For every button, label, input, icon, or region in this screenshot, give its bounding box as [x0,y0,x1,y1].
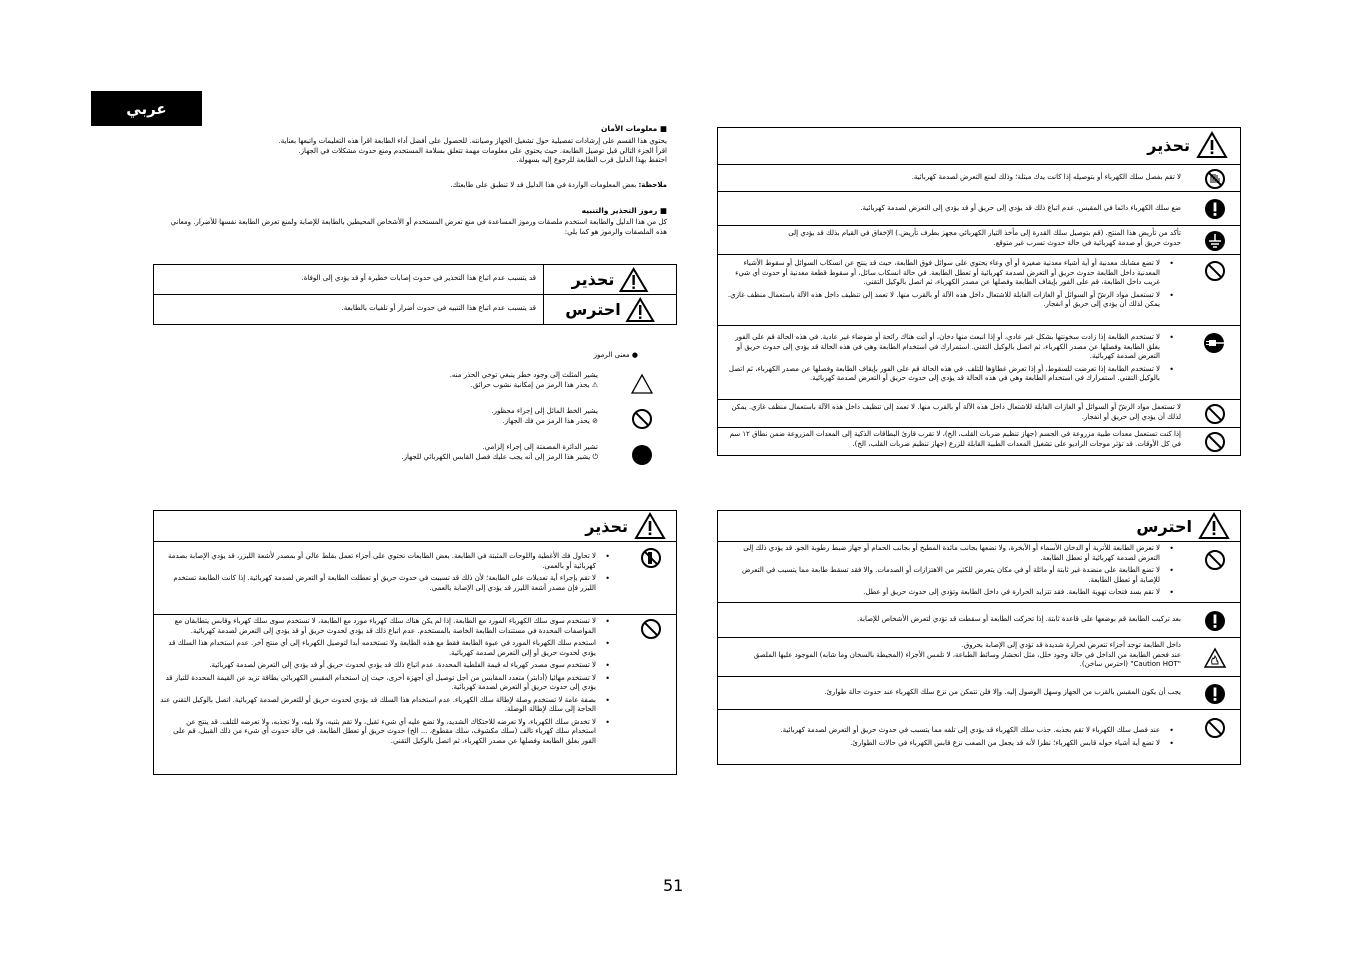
legend-caution-label: احترس [544,295,676,324]
warning-item: • لا تخدش سلك الكهرباء، ولا تعرضه للاحتكاك الشديد، ولا تضع عليه أي شيء ثقيل، ولا تقم بثنيه، ولا بليه، ولا تجذبه، ولا تعرضه للتلف. قد ينتج عن استخدام سلك كهرباء تالف (سلك مكشوف، سلك مقطوع، ... الخ) حدوث حريق أو تعطل الطابعة. في حالة حدوث أي شيء من ذلك القبيل، قم على الفور بغلق الطابعة وفصلها عن مصدر الكهرباء، ثم اتصل بالوكيل التقني. [160,718,596,747]
warning-top-table [717,127,1241,456]
prohibited-icon [1204,717,1226,739]
prohibited-icon [1204,260,1226,282]
warning-item: • لا تستخدم الطابعة إذا تعرضت للسقوط، أو إذا تعرض غطاؤها للتلف. في هذه الحالة قم على الفور بإيقاف الطابعة وفصلها عن مصدر الكهرباء، ثم اتصل بالوكيل التقني. استمرارك في استخدام الطابعة وهي في هذه الحالة قد يؤدي إلى حدوث حريق أو التعرض لصدمة كهربائية. [724,365,1160,384]
legend-warning-text: قد يتسبب عدم اتباع هذا التحذير في حدوث إصابات خطيرة أو قد يؤدي إلى الوفاة. [301,274,536,282]
no-wet-hands-icon [1204,168,1226,190]
warning-top-row-3: تأكد من تأريض هذا المنتج. (قم بتوصيل سلك القدرة إلى مأخذ التيار الكهربائي مجهز بطرف تأريض.) الإخفاق في القيام بذلك قد يؤدي إلى حدوث حريق أو صدمة كهربائية في حالة حدوث تسرب غير متوقع. [718,225,1240,255]
caution-item: • لا تعرض الطابعة للأتربة أو الدخان الأسماء أو الأبخرة، ولا تضعها بجانب مائدة المطبخ أو بجانب الحمام أو جهاز ضبط رطوبة الجو. قد يؤدي ذلك إلى التعرض لصدمة كهربائية أو تعطل الطابعة. [724,544,1160,563]
warning-top-row-4 [718,254,1240,326]
ground-icon [1204,230,1226,252]
warning-item: • لا تستعمل مواد الرشّ أو السوائل أو الغازات القابلة للاشتعال داخل هذه الآلة أو بالقرب منها. لا تعمد إلى تنظيف داخل هذه الآلة باستعمال منظف غازي. يمكن لذلك أن يؤدي إلى حريق أو انفجار. [724,291,1160,310]
warning-item: • لا تستخدم سوى سلك الكهرباء المورد مع الطابعة. إذا لم يكن هناك سلك كهرباء مورد مع الطابعة، لا تستخدم سوى سلك كهرباء وقابس يتطابقان مع المواصفات المحددة في مستندات الطابعة الخاصة بالمستخدم. عدم اتباع ذلك قد يؤدي لحدوث حريق أو قد يؤدي إلى التعرض لصدمة كهربائية. [160,617,596,636]
warning-item: • لا تحاول فك الأغطية واللوحات المثبتة في الطابعة. بعض الطابعات تحتوي على أجزاء تعمل بفلط عالي أو بمصدر لأشعة الليزر، قد يؤدي الإصابة بصدمة كهربائية أو بالعمى. [160,552,596,571]
warning-bottom-row-1 [154,541,676,615]
caution-bottom-row-1 [718,541,1240,603]
warning-triangle-icon [634,512,666,540]
prohibited-icon [1204,431,1226,453]
warning-bottom-row-2 [154,614,676,774]
caution-triangle-icon [1198,512,1230,540]
warning-top-row-5 [718,325,1240,400]
symbols-line: هذه الملصقات والرموز هو كما يلي: [564,227,667,236]
unplug-small-icon: ⏻ [592,452,598,461]
caution-bottom-row-3: داخل الطابعة توجد أجزاء تتعرض لحرارة شديدة قد تؤدي إلى الإصابة بحروق. عند فحص الطابعة من الداخل في حالة وجود خلل، مثل انحشار وسائط الطباعة، لا تلمس الأجزاء (المحيطة بالسخان وما شابه) الموجود عليها الملصق "Caution HOT" (احترس ساخن). [718,637,1240,677]
caution-bottom-row-4: يجب أن يكون المقبس بالقرب من الجهاز وسهل الوصول إليه. وإلا فلن تتمكن من نزع سلك الكهرباء عند حدوث حالة طوارئ. [718,676,1240,710]
warning-item: • لا تستخدم مهائيا (أدابتر) متعدد المقابس من أجل توصيل أي أجهزة أخرى، حيث إن استخدام المقبس الكهربائي بطاقة تزيد عن القيمة المحددة للتيار قد يؤدي إلى حدوث حريق أو التعرض لصدمة كهربائية. [160,674,596,693]
symbol-meaning-title: ● معنى الرموز [593,351,638,359]
caution-triangle-icon [625,297,655,323]
warning-item: • لا تستخدم سوى مصدر كهرباء له قيمة الفلطية المحددة. عدم اتباع ذلك قد يؤدي لحدوث حريق أو قد يؤدي إلى التعرض لصدمة كهربائية. [160,661,596,671]
warning-top-row-1: لا تقم بفصل سلك الكهرباء أو بتوصيله إذا كانت يدك مبتلة؛ وذلك لمنع التعرض لصدمة كهربائية. [718,164,1240,192]
warning-item: • لا تضع مشابك معدنية أو أية أشياء معدنية صغيرة أو أي وعاء يحتوي على سوائل فوق الطابعة، حيث قد ينتج عن انسكاب السوائل أو سقوط الأشياء المعدنية داخل الطابعة حدوث حريق أو التعرض لصدمة كهربائية أو تعطل الطابعة. في حالة انسكاب سائل، أو سقوط قطعة معدنية أو حدوث أي شيء غريب داخل الطابعة، قم على الفور بإيقاف الطابعة وفصلها عن مصدر الكهرباء، ثم اتصل بالوكيل التقني. [724,259,1160,288]
warning-item: • لا تقم بإجراء أية تعديلات على الطابعة؛ لأن ذلك قد تسببت في حدوث حريق أو تعطلت الطابعة أو التعرض لصدمة كهربائية. إذا كانت الطابعة تستخدم الليزر فإن مصدر أشعة الليزر قد يؤدي إلى الإصابة بالعمى. [160,574,596,593]
warning-top-row-2: ضع سلك الكهرباء دائما في المقبس. عدم اتباع ذلك قد يؤدي إلى حريق أو قد يؤدي إلى التعرض لصدمة كهربائية. [718,191,1240,226]
caution-bottom-row-5 [718,709,1240,764]
legend-caution-text: قد يتسبب عدم اتباع هذا التنبيه في حدوث أضرار أو تلفيات بالطابعة. [341,304,536,312]
mandatory-symbol-icon [631,444,653,466]
intro-line: يحتوي هذا القسم على إرشادات تفصيلية حول تشغيل الجهاز وصيانته. للحصول على أفضل أداء الطابعة اقرأ هذه التعليمات واتبعها بعناية. [278,137,667,145]
language-tab: عربي [91,91,202,126]
triangle-symbol-icon [630,373,654,395]
caution-item: • لا تضع أية أشياء حوله قابس الكهرباء؛ نظرا لأنه قد يجعل من الصعب نزع قابس الكهرباء في حالات الطوارئ. [724,739,1160,749]
unplug-icon [1203,332,1227,354]
legend-warning-label: تحذير [544,265,676,294]
prohibited-symbol-icon [631,408,653,430]
fire-triangle-icon: ⚠ [591,380,598,389]
note [105,181,667,191]
intro-line: احتفظ بهذا الدليل قرب الطابعة للرجوع إليه بسهولة. [516,156,667,164]
warning-item: • استخدم سلك الكهرباء المورد في عبوة الطابعة فقط مع هذه الطابعة ولا تستخدمه أبدا لتوصيل الكهرباء إلى أي منتج آخر. عدم استخدام هذا السلك قد يؤدي لحدوث حريق أو إلى التعرض لصدمة كهربائية. [160,639,596,658]
prohibited-icon [1204,403,1226,425]
prohibited-icon [1204,549,1226,571]
warning-top-header: تحذير [718,128,1240,164]
warning-top-row-7: إذا كنت تستعمل معدات طبية مزروعة في الجسم (جهاز تنظيم ضربات القلب، الخ)، لا تقرب قارئ البطاقات الذكية إلى المعدات المزروعة ضمن نطاق ١٢ سم في كل الأوقات. قد تؤثر موجات الراديو على تشغيل المعدات الطبية القابلة للزرع (جهاز تنظيم ضربات القلب، الخ). [718,427,1240,455]
mandatory-icon [1204,610,1226,632]
warning-bottom-header: تحذير [154,511,676,541]
caution-bottom-row-2: بعد تركيب الطابعة قم بوضعها على قاعدة ثابتة. إذا تحركت الطابعة أو سقطت قد تؤدي لتعرض الأشخاص للإصابة. [718,602,1240,638]
page-number: 51 [663,876,684,895]
legend-table [153,264,677,325]
hot-icon [1203,647,1227,669]
caution-item: • لا تضع الطابعة على منضدة غير ثابتة أو مائلة أو في مكان يتعرض للكثير من الاهتزازات أو الصدمات. والا فقد تسقط طابعة مما يتسبب في التعرض للإصابة أو تعطل الطابعة. [724,566,1160,585]
symbols-title: ■ رموز التحذير والتنبيه [581,206,667,215]
no-disassemble-icon [640,547,662,569]
warning-item: • بصفة عامة لا تستخدم وصلة لإطالة سلك الكهرباء. عدم استخدام هذا السلك قد يؤدي لحدوث حريق أو للتعرض لصدمة كهربائية. اتصل بالوكيل التقني عند الحاجة إلى سلك لإطالة الوصلة. [160,696,596,715]
warning-top-row-6: لا تستعمل مواد الرشّ أو السوائل أو الغازات القابلة للاشتعال داخل هذه الآلة أو بالقرب منها. لا تعمد إلى تنظيف داخل هذه الآلة باستعمال منظف غازي. يمكن لذلك أن يؤدي إلى حريق أو انفجار. [718,399,1240,428]
mandatory-icon [1204,683,1226,705]
intro-line: اقرأ الجزء التالي قبل توصيل الطابعة. حيث يحتوي على معلومات مهمة تتعلق بسلامة المستخدم ومنع حدوث مشكلات في الجهاز. [298,146,667,155]
safety-info-title: ■ معلومات الأمان [601,124,667,133]
caution-item: • لا تقم بسد فتحات تهوية الطابعة. فقد تتزايد الحرارة في داخل الطابعة وتؤدي إلى حدوث حريق أو عطل. [724,588,1160,598]
prohibited-icon [640,618,662,640]
caution-bottom-table [717,510,1241,765]
warning-triangle-icon [1196,131,1228,159]
symbol-meaning-1: يشير المثلث إلى وجود خطر ينبغي توخي الحذر منه. ⚠ يحذر هذا الرمز من إمكانية نشوب حرائق. [449,371,598,389]
note-label: ملاحظة: [638,180,667,189]
mandatory-icon [1204,198,1226,220]
note-text: بعض المعلومات الواردة في هذا الدليل قد لا تنطبق على طابعتك. [450,180,637,189]
caution-item: • عند فصل سلك الكهرباء لا تقم بجذبه. جذب سلك الكهرباء قد يؤدي إلى تلفه مما يتسبب في حدوث حريق أو التعرض لصدمة كهربائية. [724,726,1160,736]
symbol-meaning-3: تشير الدائرة المصمتة إلى إجراء إلزامي. ⏻ يشير هذا الرمز إلى أنه يجب عليك فصل القابس الكهربائي للجهاز. [401,443,598,461]
symbol-meaning-2: يشير الخط المائل إلى إجراء محظور. ⦸ يحذر هذا الرمز من فك الجهاز. [491,407,598,425]
caution-bottom-header: احترس [718,511,1240,541]
no-disassemble-small-icon: ⦸ [592,416,598,425]
symbols-line: كل من هذا الدليل والطابعة استخدم ملصقات ورموز المساعدة في منع تعرض المستخدم أو الأشخاص المحيطين بالطابعة للإصابة ولمنع تعرض الطابعة نفسها للأضرار. ومعاني [170,218,667,226]
intro-section [105,124,667,237]
warning-triangle-icon [618,267,648,293]
warning-bottom-table [153,510,677,775]
warning-item: • لا تستخدم الطابعة إذا زادت سخونتها بشكل غير عادي، أو إذا انبعث منها دخان، أو أتت هناك رائحة أو ضوضاء غير عادية. في هذه الحالة قم على الفور بغلق الطابعة وفصلها عن مصدر الكهرباء، ثم اتصل بالوكيل التقني. استمرارك في استخدام الطابعة وهي في هذه الحالة قد يؤدي إلى حدوث حريق أو التعرض لصدمة كهربائية. [724,333,1160,362]
